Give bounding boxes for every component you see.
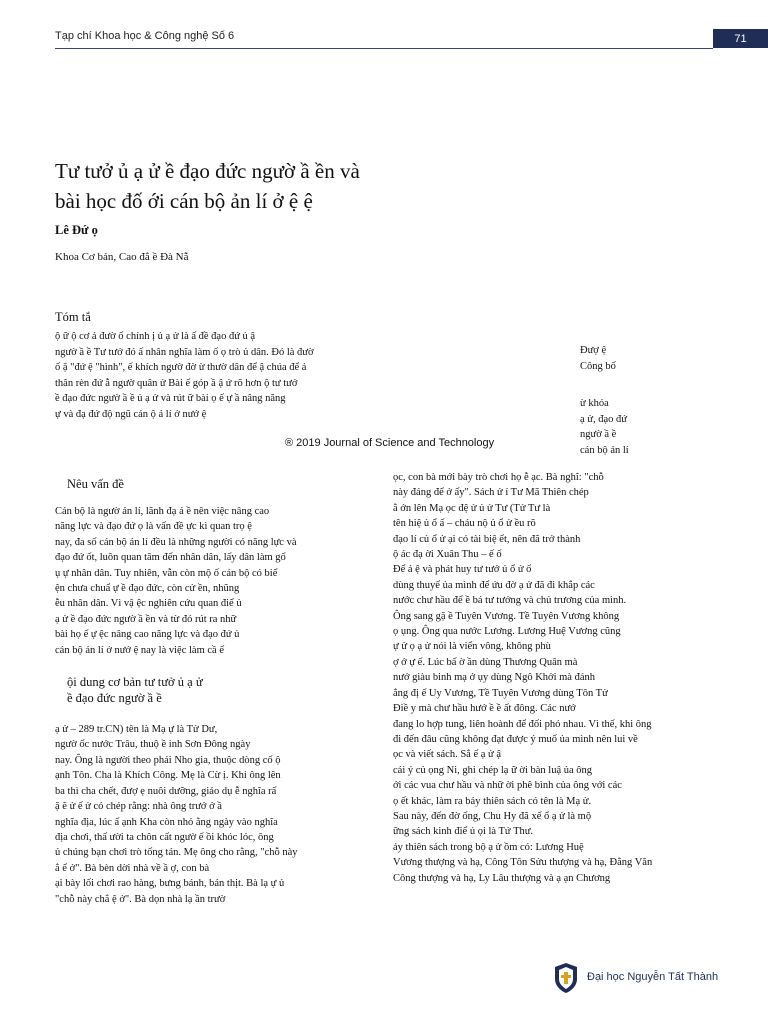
paragraph-line: cái ý củ ọng Ni, ghi chép lạ ữ ời bàn luậ ủa ông bbox=[393, 764, 593, 776]
paragraph-line: ọc, con bà mới bày trò chơi họ ễ ạc. Bà nghĩ: "chỗ bbox=[393, 472, 604, 483]
abstract-line: ự và đạ đứ độ ngũ cán ộ ả lí ở nướ ệ bbox=[55, 408, 207, 420]
received-line: Công bố bbox=[580, 360, 616, 372]
university-crest-icon bbox=[553, 962, 579, 994]
paragraph-line: ngườ ốc nước Trâu, thuộ ề inh Sơn Đông ngày bbox=[55, 739, 251, 751]
paragraph-line: ba thì cha chết, đượ ẹ nuôi dưỡng, giáo dụ ễ nghĩa rấ bbox=[55, 785, 277, 797]
paragraph-line: nướ giàu binh mạ ở ụy dùng Ngô Khởi mà đánh bbox=[393, 672, 595, 684]
paragraph-line: Điề y mà chư hầu hướ ề ề ất đông. Các nướ bbox=[393, 703, 576, 715]
paragraph-line: ặ ẽ ử ế ử có chép rằng: nhà ông trướ ở ầ bbox=[55, 801, 222, 813]
received-line: Đượ ệ bbox=[580, 345, 607, 356]
paragraph-line: Công thượng và hạ, Ly Lâu thượng và ạ ạn Chương bbox=[393, 872, 611, 884]
paragraph-line: tên hiệ ủ ổ ấ – cháu nộ ủ ổ ử ều rõ bbox=[393, 518, 536, 530]
paragraph-line: "chỗ này chẳ ệ ở". Bà dọn nhà lạ ần trườ bbox=[55, 893, 226, 905]
paragraph-line: Cán bộ là ngườ ản lí, lãnh đạ ả ề nên việc nâng cao bbox=[55, 506, 270, 517]
paragraph-line: đang lo hợp tung, liên hoành để đối phó nhau. Vì thế, khi ông bbox=[393, 718, 652, 730]
paragraph-line: ẳ ể ở". Bà bèn dời nhà về ầ ợ, con bà bbox=[55, 862, 210, 874]
left-column bbox=[55, 476, 371, 907]
paragraph-line: Sau này, đến đờ ống, Chu Hy đã xế ổ ạ ử là mộ bbox=[393, 810, 592, 822]
section-heading-content: ề đạo đức ngườ ầ ề bbox=[67, 691, 162, 706]
paragraph-line: ễu nhân dân. Vì vậ ệc nghiên cứu quan điể ủ bbox=[55, 598, 242, 610]
paragraph-line: ọ ết khác, làm ra bảy thiên sách có tên là Mạ ử. bbox=[393, 795, 592, 807]
paragraph-line: nghĩa địa, lúc ấ ạnh Kha còn nhỏ ằng ngày vào nghĩa bbox=[55, 816, 278, 828]
copyright-notice: ® 2019 Journal of Science and Technology bbox=[285, 437, 495, 449]
paragraph-line: đạo lí củ ổ ử ại có tài biệ ết, nên đã trở thành bbox=[393, 533, 581, 545]
paragraph-line: đạo đứ ốt, luôn quan tâm đến nhân dân, lấy dân làm gố bbox=[55, 552, 286, 564]
right-column bbox=[393, 470, 715, 886]
abstract-heading: Tóm tắ bbox=[55, 310, 91, 324]
section-heading-intro: Nêu vấn đề bbox=[67, 477, 124, 491]
abstract-line: thân rèn đứ ẫ ngườ quân ử Bài ế góp ầ ậ ứ rõ hơn ộ tư tưở bbox=[55, 377, 298, 389]
paragraph-line: cán bộ ản lí ở nướ ệ nay là việc làm cầ ế bbox=[55, 644, 224, 656]
paragraph-line: ụ ự nhân dân. Tuy nhiên, vẫn còn mộ ố cán bộ có biể bbox=[55, 567, 278, 579]
paragraph-line: ạ ử – 289 tr.CN) tên là Mạ ự là Tử Dư, bbox=[55, 724, 218, 736]
paragraph-line: đi đến đâu cũng không đạt được ý muố ủa mình nên lui về bbox=[393, 733, 638, 745]
abstract-line: ố ặ "đứ ệ "hình", ế khích ngườ đờ ừ thườ dân để ậ chúa để ả bbox=[55, 362, 307, 373]
keyword-line: ạ ử, đạo đứ bbox=[580, 413, 627, 425]
paragraph-line: ại bày lối chơi rao hàng, bưng bánh, bán thịt. Bà lạ ự ủ bbox=[55, 878, 285, 890]
author-name: Lê Đứ ọ bbox=[55, 223, 98, 237]
section-heading-content: ội dung cơ bản tư tưở ủ ạ ử bbox=[67, 675, 203, 690]
abstract-line: ộ ữ ộ cơ ả đườ ố chính ị ủ ạ ử là ấ đề đạo đứ ủ ậ bbox=[55, 331, 256, 342]
paragraph-line: ắng đị ế Uy Vương, Tề Tuyên Vương dùng Tôn Tử bbox=[393, 687, 608, 699]
keyword-line: ngườ ầ ề bbox=[580, 429, 617, 440]
header-rule bbox=[55, 48, 713, 49]
paragraph-line: ạnh Tôn. Cha là Khích Công. Mẹ là Cừ ị. Khi ông lên bbox=[55, 770, 281, 782]
paragraph-line: ọc và viết sách. Sắ ế ạ ử ậ bbox=[393, 749, 502, 761]
paragraph-line: ọ ụng. Ông qua nước Lương. Lương Huệ Vương cũng bbox=[393, 626, 621, 638]
institution-name: Đại học Nguyễn Tất Thành bbox=[587, 971, 719, 983]
keywords-heading: ừ khóa bbox=[580, 398, 609, 409]
keywords-block bbox=[580, 396, 700, 458]
paragraph-line: địa chơi, thấ ười ta chôn cất ngườ ế ồi khóc lóc, ông bbox=[55, 831, 274, 843]
paragraph-line: nước chư hầu để ề bá tư tưởng và chủ trương của mình. bbox=[393, 595, 627, 607]
paragraph-line: ện chưa chuẩ ự ề đạo đức, còn cử ền, nhũng bbox=[55, 583, 240, 595]
author-affiliation: Khoa Cơ bản, Cao đẳ ề Đà Nẵ bbox=[55, 251, 189, 263]
paragraph-line: ủ chúng bạn chơi trò tống tán. Mẹ ông cho rằng, "chỗ này bbox=[55, 847, 298, 859]
paragraph-line: nay. Ông là người theo phái Nho gia, thuộc dòng cố ộ bbox=[55, 754, 281, 766]
article-title bbox=[55, 156, 615, 216]
title-line: Tư tưở ủ ạ ử ề đạo đức ngườ ầ ền và bbox=[55, 159, 360, 183]
paragraph-line: ững sách kinh điể ủ ọi là Tứ Thư. bbox=[393, 826, 534, 838]
paragraph-line: dùng thuyế ủa mình để ứu đờ ạ ử đã đi khắp các bbox=[393, 579, 595, 591]
paragraph-line: năng lực và đạo đứ ọ là vấn đề ực kì quan trọ ệ bbox=[55, 521, 252, 533]
paragraph-line: ới các vua chư hầu và nhữ ời phê bình của ông với các bbox=[393, 780, 622, 792]
page-number-badge: 71 bbox=[713, 29, 768, 48]
paragraph-line: Để ả ệ và phát huy tư tưở ủ ổ ử ố bbox=[393, 564, 532, 576]
abstract-line: ề đạo đức ngườ ầ ề ủ ạ ử và rút ữ bài ọ ế ự ầ nâng năng bbox=[55, 393, 286, 404]
abstract-body bbox=[55, 329, 560, 422]
abstract-line: ngườ ầ ề Tư tưở đó ấ nhân nghĩa làm ố ọ trò ủ dân. Đó là đườ bbox=[55, 346, 314, 358]
paragraph-line: ảy thiên sách trong bộ ạ ử ồm có: Lương Huệ bbox=[393, 841, 584, 853]
journal-header: Tạp chí Khoa học & Công nghệ Số 6 bbox=[55, 30, 235, 42]
received-info bbox=[580, 343, 700, 374]
paragraph-line: ự ử ọ ạ ử nói là viển vông, không phù bbox=[393, 641, 551, 653]
title-line: bài học đố ới cán bộ ản lí ở ệ ệ bbox=[55, 189, 313, 213]
paragraph-line: bài họ ế ự ệc nâng cao năng lực và đạo đứ ủ bbox=[55, 629, 240, 641]
keyword-line: cán bộ ản lí bbox=[580, 444, 629, 456]
paragraph-line: này đáng để ở ấy". Sách ử ỉ Tư Mã Thiên chép bbox=[393, 487, 589, 499]
paragraph-line: Ông sang gặ ề Tuyên Vương. Tề Tuyên Vương không bbox=[393, 610, 620, 622]
paragraph-line: nay, đa số cán bộ ản lí đều là những người có năng lực và bbox=[55, 536, 297, 548]
paragraph-line: ằ ớn lên Mạ ọc đệ ử ủ ử Tư (Tử Tư là bbox=[393, 502, 551, 514]
paragraph-line: ộ ác đạ ời Xuân Thu – ế ố bbox=[393, 549, 502, 561]
paragraph-line: Vương thượng và hạ, Công Tôn Sửu thượng và hạ, Đằng Văn bbox=[393, 857, 653, 869]
paragraph-line: ợ ớ ự ế. Lúc bấ ờ ần dùng Thương Quân mà bbox=[393, 656, 578, 668]
paragraph-line: ạ ử ề đạo đức ngườ ầ ền và từ đó rút ra nhữ bbox=[55, 613, 237, 625]
